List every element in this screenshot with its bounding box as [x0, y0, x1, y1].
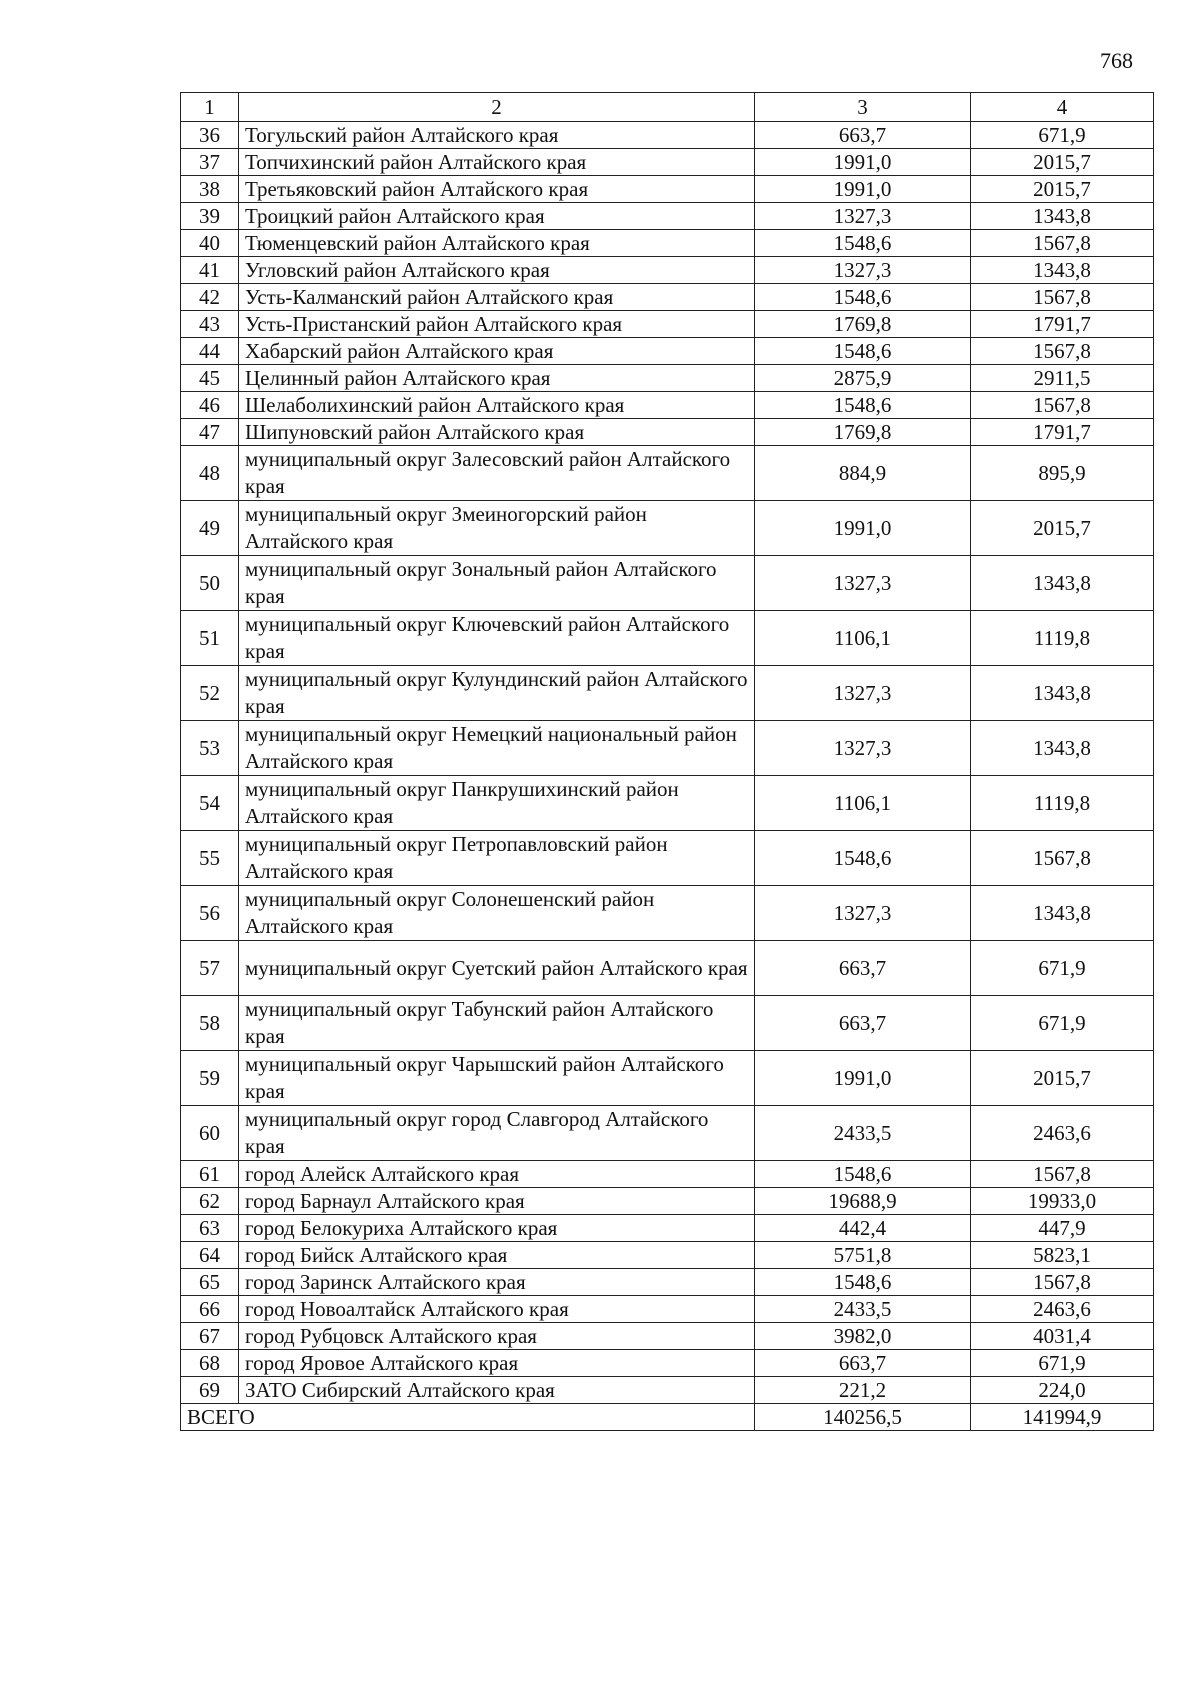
row-value-col3: 1327,3	[755, 666, 971, 721]
column-header-3: 3	[755, 93, 971, 122]
table-row	[181, 1051, 1154, 1106]
row-value-col3: 663,7	[755, 941, 971, 996]
row-name: Шипуновский район Алтайского края	[239, 419, 755, 446]
row-name: муниципальный округ Петропавловский район Алтайского края	[239, 831, 755, 886]
total-row	[181, 1404, 1154, 1431]
row-name: муниципальный округ Панкрушихинский район Алтайского края	[239, 776, 755, 831]
row-name: Усть-Пристанский район Алтайского края	[239, 311, 755, 338]
row-value-col4: 1567,8	[971, 1161, 1154, 1188]
row-value-col3: 5751,8	[755, 1242, 971, 1269]
row-value-col3: 663,7	[755, 122, 971, 149]
table-row	[181, 1350, 1154, 1377]
row-number: 57	[181, 941, 239, 996]
row-value-col4: 1567,8	[971, 338, 1154, 365]
table-row	[181, 556, 1154, 611]
row-value-col3: 1769,8	[755, 419, 971, 446]
row-value-col3: 2433,5	[755, 1296, 971, 1323]
row-number: 68	[181, 1350, 239, 1377]
row-number: 52	[181, 666, 239, 721]
table-row	[181, 419, 1154, 446]
row-number: 39	[181, 203, 239, 230]
row-name: Угловский район Алтайского края	[239, 257, 755, 284]
row-value-col3: 2433,5	[755, 1106, 971, 1161]
row-value-col3: 1548,6	[755, 284, 971, 311]
row-name: муниципальный округ Змеиногорский район Алтайского края	[239, 501, 755, 556]
row-number: 46	[181, 392, 239, 419]
row-value-col4: 1119,8	[971, 776, 1154, 831]
row-name: муниципальный округ Немецкий национальный район Алтайского края	[239, 721, 755, 776]
row-value-col3: 1991,0	[755, 1051, 971, 1106]
table-row	[181, 149, 1154, 176]
row-value-col4: 1343,8	[971, 556, 1154, 611]
row-number: 47	[181, 419, 239, 446]
column-header-1: 1	[181, 93, 239, 122]
row-value-col4: 5823,1	[971, 1242, 1154, 1269]
row-value-col4: 4031,4	[971, 1323, 1154, 1350]
row-value-col4: 1567,8	[971, 284, 1154, 311]
row-value-col3: 1991,0	[755, 149, 971, 176]
row-name: Тогульский район Алтайского края	[239, 122, 755, 149]
row-name: ЗАТО Сибирский Алтайского края	[239, 1377, 755, 1404]
row-value-col4: 1567,8	[971, 1269, 1154, 1296]
row-name: город Белокуриха Алтайского края	[239, 1215, 755, 1242]
row-value-col3: 1991,0	[755, 176, 971, 203]
row-value-col4: 2015,7	[971, 1051, 1154, 1106]
row-value-col3: 1548,6	[755, 1269, 971, 1296]
row-name: Топчихинский район Алтайского края	[239, 149, 755, 176]
row-value-col4: 447,9	[971, 1215, 1154, 1242]
row-value-col3: 2875,9	[755, 365, 971, 392]
row-value-col3: 663,7	[755, 996, 971, 1051]
row-number: 63	[181, 1215, 239, 1242]
row-value-col4: 1567,8	[971, 831, 1154, 886]
row-number: 61	[181, 1161, 239, 1188]
table-row	[181, 721, 1154, 776]
table-row	[181, 1323, 1154, 1350]
row-value-col4: 2911,5	[971, 365, 1154, 392]
row-value-col4: 1119,8	[971, 611, 1154, 666]
row-number: 43	[181, 311, 239, 338]
table-footer	[181, 1404, 1154, 1431]
row-value-col3: 1106,1	[755, 611, 971, 666]
row-value-col4: 1343,8	[971, 203, 1154, 230]
row-name: город Барнаул Алтайского края	[239, 1188, 755, 1215]
table-row	[181, 203, 1154, 230]
row-value-col4: 671,9	[971, 941, 1154, 996]
table-row	[181, 996, 1154, 1051]
table-row	[181, 611, 1154, 666]
row-value-col4: 2015,7	[971, 149, 1154, 176]
total-value-col3: 140256,5	[755, 1404, 971, 1431]
row-value-col4: 671,9	[971, 122, 1154, 149]
row-value-col4: 1567,8	[971, 230, 1154, 257]
table-row	[181, 1296, 1154, 1323]
row-name: муниципальный округ Зональный район Алтайского края	[239, 556, 755, 611]
table-row	[181, 446, 1154, 501]
column-header-4: 4	[971, 93, 1154, 122]
row-value-col4: 2463,6	[971, 1296, 1154, 1323]
row-name: Хабарский район Алтайского края	[239, 338, 755, 365]
row-number: 49	[181, 501, 239, 556]
row-value-col4: 895,9	[971, 446, 1154, 501]
row-name: муниципальный округ Залесовский район Алтайского края	[239, 446, 755, 501]
row-value-col3: 1769,8	[755, 311, 971, 338]
row-number: 55	[181, 831, 239, 886]
row-name: муниципальный округ Солонешенский район Алтайского края	[239, 886, 755, 941]
row-value-col3: 1548,6	[755, 392, 971, 419]
row-value-col3: 1548,6	[755, 831, 971, 886]
row-value-col3: 1106,1	[755, 776, 971, 831]
row-number: 56	[181, 886, 239, 941]
row-number: 45	[181, 365, 239, 392]
row-value-col4: 19933,0	[971, 1188, 1154, 1215]
row-number: 41	[181, 257, 239, 284]
table-row	[181, 1242, 1154, 1269]
table-header	[181, 93, 1154, 122]
table-row	[181, 176, 1154, 203]
row-name: муниципальный округ Суетский район Алтайского края	[239, 941, 755, 996]
row-number: 38	[181, 176, 239, 203]
row-name: город Заринск Алтайского края	[239, 1269, 755, 1296]
row-number: 36	[181, 122, 239, 149]
table-row	[181, 776, 1154, 831]
row-value-col3: 442,4	[755, 1215, 971, 1242]
row-name: муниципальный округ Чарышский район Алтайского края	[239, 1051, 755, 1106]
row-name: Усть-Калманский район Алтайского края	[239, 284, 755, 311]
row-number: 58	[181, 996, 239, 1051]
row-value-col3: 1327,3	[755, 257, 971, 284]
table-row	[181, 1269, 1154, 1296]
row-value-col3: 1327,3	[755, 886, 971, 941]
row-value-col4: 671,9	[971, 996, 1154, 1051]
table-row	[181, 941, 1154, 996]
row-value-col3: 1991,0	[755, 501, 971, 556]
row-number: 59	[181, 1051, 239, 1106]
row-number: 53	[181, 721, 239, 776]
row-number: 64	[181, 1242, 239, 1269]
table-row	[181, 257, 1154, 284]
table-row	[181, 230, 1154, 257]
row-number: 66	[181, 1296, 239, 1323]
row-name: город Бийск Алтайского края	[239, 1242, 755, 1269]
row-number: 65	[181, 1269, 239, 1296]
column-header-2: 2	[239, 93, 755, 122]
row-value-col3: 1327,3	[755, 721, 971, 776]
table-row	[181, 1215, 1154, 1242]
row-name: город Рубцовск Алтайского края	[239, 1323, 755, 1350]
row-number: 44	[181, 338, 239, 365]
row-number: 48	[181, 446, 239, 501]
row-number: 62	[181, 1188, 239, 1215]
row-number: 60	[181, 1106, 239, 1161]
row-value-col4: 224,0	[971, 1377, 1154, 1404]
table-row	[181, 1188, 1154, 1215]
total-value-col4: 141994,9	[971, 1404, 1154, 1431]
row-name: Целинный район Алтайского края	[239, 365, 755, 392]
table-row	[181, 122, 1154, 149]
row-value-col3: 1548,6	[755, 230, 971, 257]
row-name: Шелаболихинский район Алтайского края	[239, 392, 755, 419]
row-name: Троицкий район Алтайского края	[239, 203, 755, 230]
row-name: Тюменцевский район Алтайского края	[239, 230, 755, 257]
row-value-col4: 1791,7	[971, 311, 1154, 338]
row-name: муниципальный округ Табунский район Алтайского края	[239, 996, 755, 1051]
row-value-col3: 1548,6	[755, 1161, 971, 1188]
row-name: город Новоалтайск Алтайского края	[239, 1296, 755, 1323]
row-value-col3: 663,7	[755, 1350, 971, 1377]
row-number: 42	[181, 284, 239, 311]
row-value-col4: 671,9	[971, 1350, 1154, 1377]
table-row	[181, 1161, 1154, 1188]
row-value-col3: 19688,9	[755, 1188, 971, 1215]
row-value-col4: 1343,8	[971, 666, 1154, 721]
row-name: муниципальный округ Ключевский район Алтайского края	[239, 611, 755, 666]
total-label: ВСЕГО	[181, 1404, 755, 1431]
row-value-col4: 2463,6	[971, 1106, 1154, 1161]
row-number: 67	[181, 1323, 239, 1350]
table-row	[181, 365, 1154, 392]
table-row	[181, 501, 1154, 556]
row-value-col4: 1343,8	[971, 257, 1154, 284]
table-row	[181, 392, 1154, 419]
row-value-col3: 3982,0	[755, 1323, 971, 1350]
row-value-col3: 1327,3	[755, 556, 971, 611]
row-value-col4: 2015,7	[971, 501, 1154, 556]
row-value-col4: 1343,8	[971, 886, 1154, 941]
row-value-col3: 1548,6	[755, 338, 971, 365]
row-name: муниципальный округ Кулундинский район Алтайского края	[239, 666, 755, 721]
row-number: 40	[181, 230, 239, 257]
table-row	[181, 338, 1154, 365]
row-number: 51	[181, 611, 239, 666]
row-number: 69	[181, 1377, 239, 1404]
table-row	[181, 666, 1154, 721]
table-row	[181, 1106, 1154, 1161]
row-number: 50	[181, 556, 239, 611]
row-value-col3: 221,2	[755, 1377, 971, 1404]
budget-table	[180, 92, 1154, 1431]
row-name: Третьяковский район Алтайского края	[239, 176, 755, 203]
row-number: 54	[181, 776, 239, 831]
row-name: город Алейск Алтайского края	[239, 1161, 755, 1188]
table-row	[181, 1377, 1154, 1404]
row-value-col4: 1567,8	[971, 392, 1154, 419]
row-name: город Яровое Алтайского края	[239, 1350, 755, 1377]
table-row	[181, 831, 1154, 886]
row-number: 37	[181, 149, 239, 176]
table-row	[181, 886, 1154, 941]
row-name: муниципальный округ город Славгород Алтайского края	[239, 1106, 755, 1161]
row-value-col3: 1327,3	[755, 203, 971, 230]
row-value-col4: 1343,8	[971, 721, 1154, 776]
table-row	[181, 284, 1154, 311]
row-value-col4: 2015,7	[971, 176, 1154, 203]
row-value-col4: 1791,7	[971, 419, 1154, 446]
table-row	[181, 311, 1154, 338]
row-value-col3: 884,9	[755, 446, 971, 501]
table-body	[181, 122, 1154, 1404]
page-number: 768	[1100, 48, 1133, 73]
